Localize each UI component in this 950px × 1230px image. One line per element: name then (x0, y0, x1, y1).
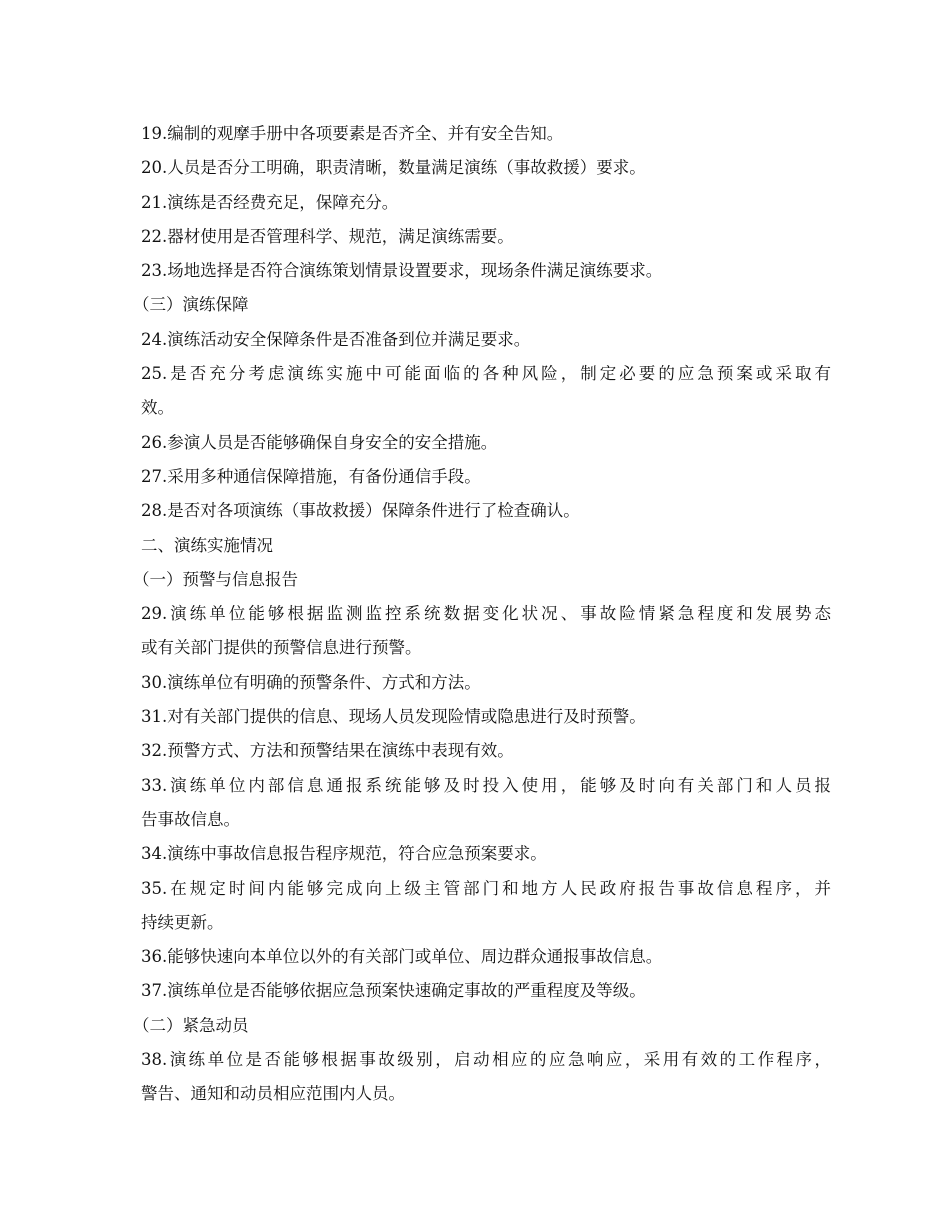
paragraph-line-wrapped: 33.演练单位内部信息通报系统能够及时投入使用，能够及时向有关部门和人员报 (141, 775, 831, 795)
paragraph-line: 24.演练活动安全保障条件是否准备到位并满足要求。 (141, 329, 531, 349)
paragraph-line: 37.演练单位是否能够依据应急预案快速确定事故的严重程度及等级。 (141, 981, 646, 1001)
subsection-heading: （一）预警与信息报告 (133, 569, 298, 589)
subsection-heading: （二）紧急动员 (133, 1015, 249, 1035)
paragraph-line: 效。 (141, 398, 174, 418)
paragraph-line: 告事故信息。 (141, 809, 240, 829)
paragraph-line: 31.对有关部门提供的信息、现场人员发现险情或隐患进行及时预警。 (141, 707, 646, 727)
paragraph-line-wrapped: 25.是否充分考虑演练实施中可能面临的各种风险，制定必要的应急预案或采取有 (141, 364, 831, 384)
paragraph-line-wrapped: 38.演练单位是否能够根据事故级别，启动相应的应急响应，采用有效的工作程序， (141, 1050, 831, 1070)
paragraph-line: 23.场地选择是否符合演练策划情景设置要求，现场条件满足演练要求。 (141, 261, 663, 281)
section-heading: 二、演练实施情况 (141, 535, 273, 555)
paragraph-line: 34.演练中事故信息报告程序规范，符合应急预案要求。 (141, 844, 547, 864)
document-body (133, 117, 831, 1112)
paragraph-line: 30.演练单位有明确的预警条件、方式和方法。 (141, 672, 481, 692)
paragraph-line: 26.参演人员是否能够确保自身安全的安全措施。 (141, 432, 498, 452)
paragraph-line: 警告、通知和动员相应范围内人员。 (141, 1084, 405, 1104)
paragraph-line: 32.预警方式、方法和预警结果在演练中表现有效。 (141, 741, 514, 761)
subsection-heading: （三）演练保障 (133, 295, 249, 315)
paragraph-line: 28.是否对各项演练（事故救援）保障条件进行了检查确认。 (141, 501, 580, 521)
paragraph-line: 27.采用多种通信保障措施，有备份通信手段。 (141, 466, 481, 486)
paragraph-line: 36.能够快速向本单位以外的有关部门或单位、周边群众通报事故信息。 (141, 947, 663, 967)
paragraph-line: 持续更新。 (141, 912, 224, 932)
paragraph-line: 19.编制的观摩手册中各项要素是否齐全、并有安全告知。 (141, 124, 564, 143)
paragraph-line: 或有关部门提供的预警信息进行预警。 (141, 638, 422, 658)
paragraph-line: 21.演练是否经费充足，保障充分。 (141, 192, 399, 212)
paragraph-line-wrapped: 29.演练单位能够根据监测监控系统数据变化状况、事故险情紧急程度和发展势态 (141, 604, 831, 624)
paragraph-line: 22.器材使用是否管理科学、规范，满足演练需要。 (141, 226, 514, 246)
paragraph-line: 20.人员是否分工明确，职责清晰，数量满足演练（事故救援）要求。 (141, 158, 646, 178)
paragraph-line-wrapped: 35.在规定时间内能够完成向上级主管部门和地方人民政府报告事故信息程序，并 (141, 878, 831, 898)
